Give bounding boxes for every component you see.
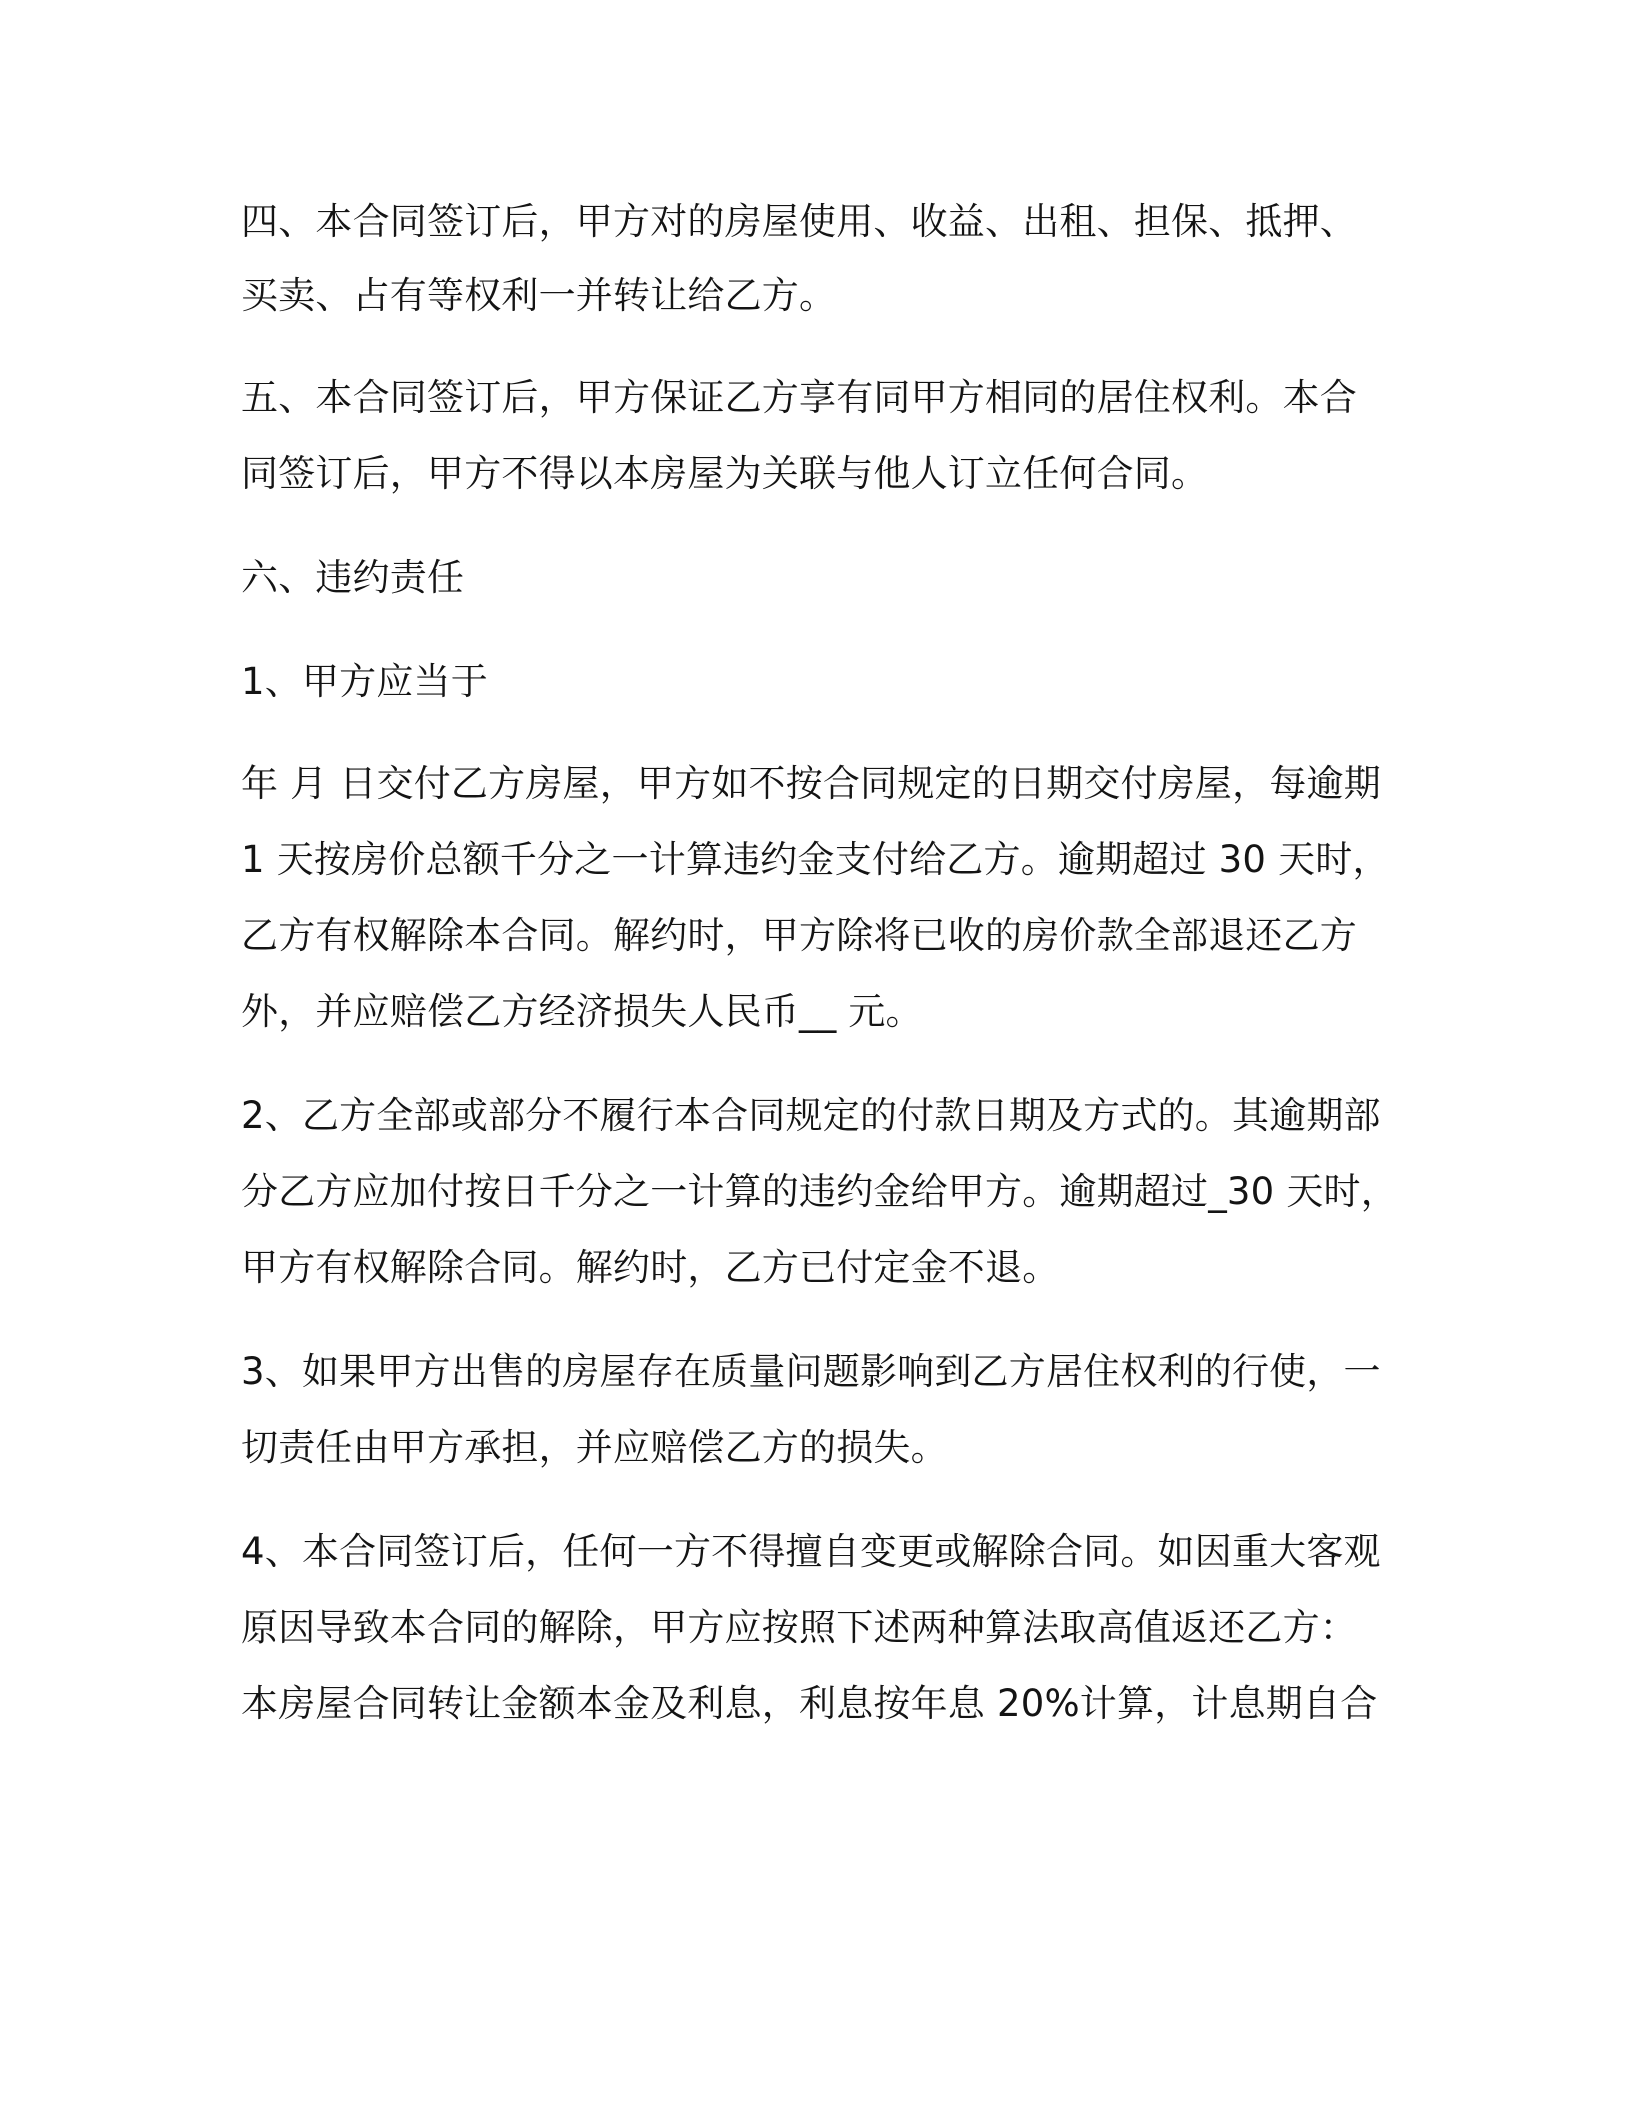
text-line: 3、如果甲方出售的房屋存在质量问题影响到乙方居住权利的行使，一	[241, 1350, 1381, 1393]
text-line: 买卖、占有等权利一并转让给乙方。	[241, 274, 837, 317]
text-line: 同签订后，甲方不得以本房屋为关联与他人订立任何合同。	[241, 452, 1209, 495]
text-line: 原因导致本合同的解除，甲方应按照下述两种算法取高值返还乙方：	[241, 1606, 1357, 1649]
text-line: 2、乙方全部或部分不履行本合同规定的付款日期及方式的。其逾期部	[241, 1094, 1381, 1137]
text-line: 甲方有权解除合同。解约时，乙方已付定金不退。	[241, 1246, 1060, 1289]
text-line: 本房屋合同转让金额本金及利息，利息按年息 20%计算，计息期自合	[241, 1682, 1378, 1725]
text-line: 1、甲方应当于	[241, 660, 488, 703]
text-line: 分乙方应加付按日千分之一计算的违约金给甲方。逾期超过_30 天时，	[241, 1170, 1398, 1213]
text-line: 切责任由甲方承担，并应赔偿乙方的损失。	[241, 1426, 948, 1469]
text-line: 乙方有权解除本合同。解约时，甲方除将已收的房价款全部退还乙方	[241, 914, 1357, 957]
text-line: 五、本合同签订后，甲方保证乙方享有同甲方相同的居住权利。本合	[241, 376, 1357, 419]
text-line: 1 天按房价总额千分之一计算违约金支付给乙方。逾期超过 30 天时，	[241, 838, 1390, 881]
text-line: 外，并应赔偿乙方经济损失人民币__ 元。	[241, 990, 923, 1033]
section-heading: 六、违约责任	[241, 556, 465, 599]
text-line: 年 月 日交付乙方房屋，甲方如不按合同规定的日期交付房屋，每逾期	[241, 762, 1381, 805]
text-line: 4、本合同签订后，任何一方不得擅自变更或解除合同。如因重大客观	[241, 1530, 1381, 1573]
text-line: 四、本合同签订后，甲方对的房屋使用、收益、出租、担保、抵押、	[241, 200, 1357, 243]
